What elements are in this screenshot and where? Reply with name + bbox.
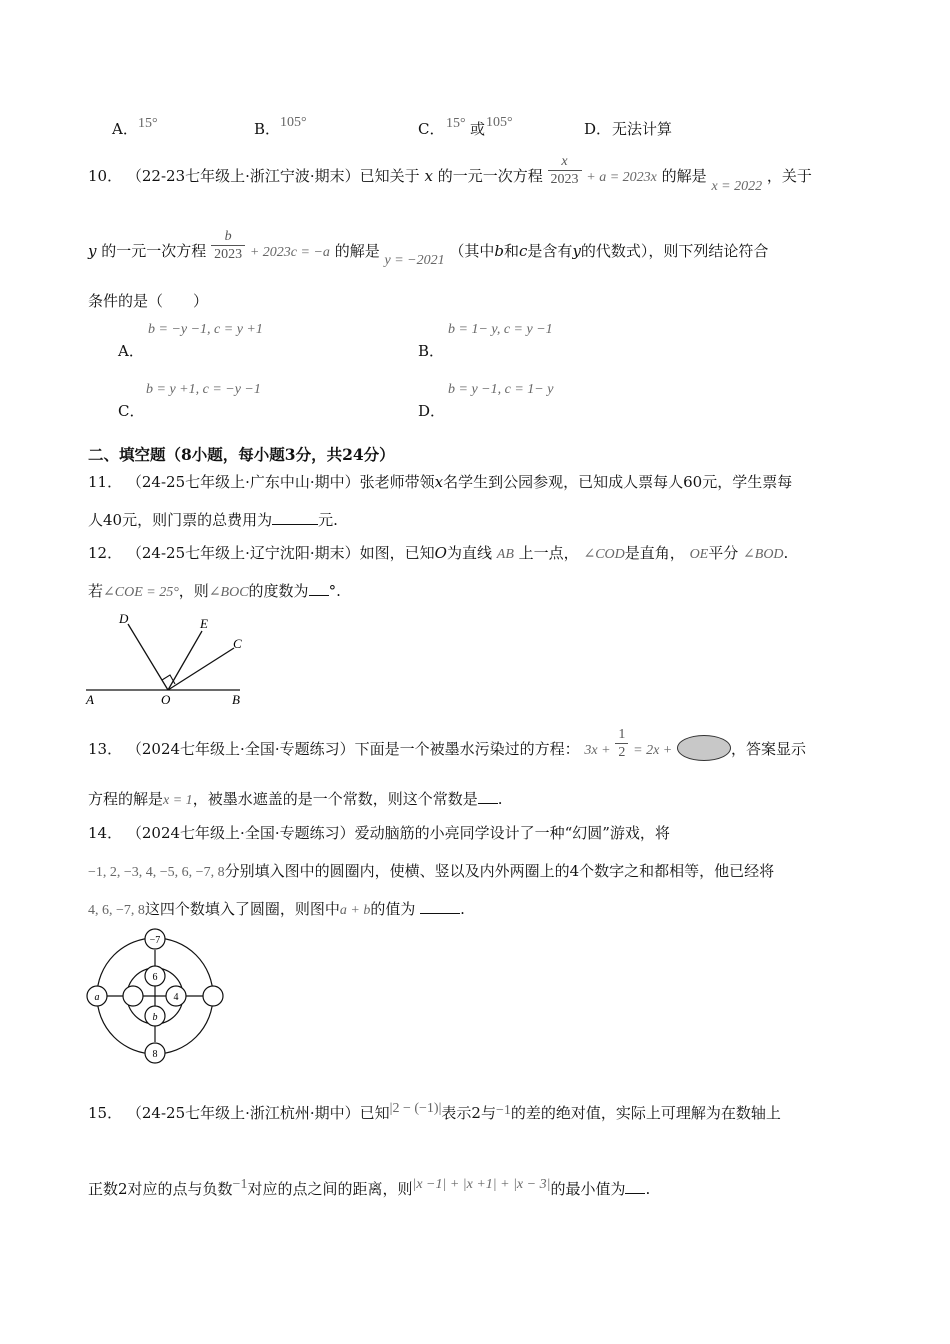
q10-text: 和 xyxy=(504,242,520,260)
q12-math: AB xyxy=(496,547,514,562)
q12-line1 xyxy=(88,542,788,563)
q9-option-d-label: D． xyxy=(584,120,612,138)
q11-number: 11． xyxy=(88,473,123,491)
q10-option-d-expr: b = y −1, c = 1− y xyxy=(448,382,554,397)
q14-line1 xyxy=(88,822,670,843)
frac-numerator: b xyxy=(211,228,245,246)
ink-blot xyxy=(677,735,731,761)
q13-equation: 3x + xyxy=(584,743,611,758)
q10-text: 的一元一次方程 xyxy=(437,167,543,185)
q14-text: . xyxy=(460,900,465,918)
q11-line1 xyxy=(88,471,792,492)
value-inner-top: 6 xyxy=(152,972,158,983)
q9-option-b-label: B． xyxy=(254,120,281,138)
q14-text: 爱动脑筋的小亮同学设计了一种“幻圆”游戏，将 xyxy=(354,824,670,842)
q14-text: 的值为 xyxy=(370,900,416,918)
q10-equation: + a = 2023x xyxy=(586,170,657,185)
q15-answer-blank[interactable] xyxy=(625,1179,645,1194)
q15-abs-expression: |2 − (−1)| xyxy=(389,1101,442,1116)
ray-od xyxy=(128,624,168,690)
q10-equation: + 2023c = −a xyxy=(249,245,330,260)
frac-numerator: 1 xyxy=(615,726,628,744)
q15-math: −1 xyxy=(495,1103,511,1118)
q10-line2 xyxy=(88,228,769,268)
q14-number: 14． xyxy=(88,824,123,842)
q10-solution-1: x = 2022 xyxy=(711,179,763,194)
frac-denominator: 2023 xyxy=(550,171,579,187)
q9-option-a-value: 15° xyxy=(138,116,158,131)
q14-line3 xyxy=(88,898,465,919)
q15-text: 正数2对应的点与负数 xyxy=(88,1180,233,1198)
q12-source: （24-25七年级上·辽宁沈阳·期末） xyxy=(126,544,360,562)
q12-answer-blank[interactable] xyxy=(309,581,329,596)
q14-source: （2024七年级上·全国·专题练习） xyxy=(126,824,355,842)
q9-option-c-value1: 15° xyxy=(446,116,466,131)
q13-line2 xyxy=(88,788,502,809)
circle-inner-left xyxy=(123,986,143,1006)
label-b: B xyxy=(232,692,240,707)
q10-fraction-1 xyxy=(548,153,582,188)
q13-fraction xyxy=(615,726,628,761)
label-o: O xyxy=(161,692,171,707)
q15-line1 xyxy=(88,1102,781,1123)
q10-source: （22-23七年级上·浙江宁波·期末） xyxy=(126,167,360,185)
q10-text: 是含有 xyxy=(527,242,573,260)
q12-text: 的度数为 xyxy=(248,582,309,600)
label-a: A xyxy=(86,692,94,707)
value-top: −7 xyxy=(149,935,161,946)
q12-line2 xyxy=(88,580,341,601)
q15-text: 表示2与 xyxy=(441,1104,496,1122)
q12-angle-figure xyxy=(82,608,252,708)
q14-magic-circle-figure xyxy=(84,926,234,1066)
q10-text: 的一元一次方程 xyxy=(101,242,207,260)
q10-var: x xyxy=(424,167,433,185)
label-d: D xyxy=(119,611,129,626)
q13-text: 下面是一个被墨水污染过的方程： xyxy=(354,740,580,758)
q13-text: ，答案显示 xyxy=(731,740,807,758)
q14-expression: a + b xyxy=(339,903,371,918)
q15-text: 对应的点之间的距离，则 xyxy=(247,1180,413,1198)
q12-text: ，则 xyxy=(178,582,209,600)
q13-source: （2024七年级上·全国·专题练习） xyxy=(126,740,355,758)
q9-option-b-value: 105° xyxy=(280,115,307,130)
q10-option-b-expr: b = 1− y, c = y −1 xyxy=(448,322,553,337)
section-title-fill-in: 二、填空题（8小题，每小题3分，共24分） xyxy=(88,445,395,464)
q12-text: 平分 xyxy=(708,544,739,562)
frac-denominator: 2023 xyxy=(214,246,243,262)
q14-text: 这四个数填入了圆圈，则图中 xyxy=(144,900,340,918)
q10-solution-2: y = −2021 xyxy=(384,253,445,268)
q10-option-c-expr: b = y +1, c = −y −1 xyxy=(146,382,261,397)
q12-math: ∠COD xyxy=(583,547,625,562)
q15-text: 的最小值为 xyxy=(550,1180,626,1198)
value-left: a xyxy=(94,992,100,1003)
q12-text: 上一点， xyxy=(518,544,579,562)
q15-text: 的差的绝对值，实际上可理解为在数轴上 xyxy=(510,1104,781,1122)
q9-option-c-label: C． xyxy=(418,120,445,138)
q13-answer-blank[interactable] xyxy=(478,789,498,804)
q10-text: 的解是 xyxy=(661,167,707,185)
q13-solution: x = 1 xyxy=(163,793,193,808)
q10-fraction-2 xyxy=(211,228,245,263)
frac-numerator: x xyxy=(548,153,582,171)
q10-text: 已知关于 xyxy=(359,167,420,185)
q10-var: c xyxy=(519,242,528,260)
q10-text: ，关于 xyxy=(766,167,812,185)
q12-math: ∠COE = 25° xyxy=(103,585,179,600)
frac-denominator: 2 xyxy=(618,744,626,760)
q15-math: −1 xyxy=(232,1177,248,1192)
q9-option-a-label: A． xyxy=(112,120,138,138)
q10-option-d-label: D． xyxy=(418,402,446,420)
q12-var: O xyxy=(434,544,447,562)
q14-numbers: −1, 2, −3, 4, −5, 6, −7, 8 xyxy=(88,865,225,880)
q15-text: . xyxy=(645,1180,651,1198)
q11-text: 元. xyxy=(318,511,338,529)
q9-option-d-text: 无法计算 xyxy=(612,120,673,138)
q10-number: 10． xyxy=(88,167,123,185)
q11-text: 人40元，则门票的总费用为 xyxy=(88,511,273,529)
q15-source: （24-25七年级上·浙江杭州·期中） xyxy=(126,1104,360,1122)
q10-text: 的代数式），则下列结论符合 xyxy=(580,242,769,260)
q11-text: 名学生到公园参观，已知成人票每人60元，学生票每 xyxy=(443,473,793,491)
q10-line3: 条件的是（ ） xyxy=(88,292,209,310)
q15-text: 已知 xyxy=(359,1104,390,1122)
q12-number: 12． xyxy=(88,544,123,562)
q10-var: y xyxy=(572,242,581,260)
q10-text: （其中 xyxy=(449,242,495,260)
value-inner-right: 4 xyxy=(173,992,179,1003)
q14-text: 分别填入图中的圆圈内，使横、竖以及内外两圈上的4个数字之和都相等，他已经将 xyxy=(224,862,775,880)
q15-line2 xyxy=(88,1178,650,1199)
q12-text: 若 xyxy=(88,582,104,600)
q9-option-c-or: 或 xyxy=(470,120,486,138)
q14-given: 4, 6, −7, 8 xyxy=(88,903,145,918)
q13-number: 13． xyxy=(88,740,123,758)
q10-option-c-label: C． xyxy=(118,402,145,420)
q13-line1 xyxy=(88,726,807,761)
label-e: E xyxy=(200,616,208,631)
q13-text: ，被墨水遮盖的是一个常数，则这个常数是 xyxy=(192,790,478,808)
q11-text: 张老师带领 xyxy=(359,473,435,491)
q12-text: °. xyxy=(328,582,341,600)
q12-math: ∠BOC xyxy=(208,585,249,600)
q12-text: 为直线 xyxy=(446,544,492,562)
q15-abs-sum: |x −1| + |x +1| + |x − 3| xyxy=(412,1177,551,1192)
q10-line1 xyxy=(88,153,812,194)
q9-option-c-value2: 105° xyxy=(486,115,513,130)
label-c: C xyxy=(233,636,242,651)
q10-text: 的解是 xyxy=(334,242,380,260)
q11-var: x xyxy=(434,473,444,491)
q12-text: 如图，已知 xyxy=(359,544,435,562)
q15-number: 15． xyxy=(88,1104,123,1122)
ray-oc xyxy=(168,648,234,690)
q14-answer-blank[interactable] xyxy=(420,899,460,914)
q14-line2 xyxy=(88,860,774,881)
q10-option-a-label: A． xyxy=(118,342,144,360)
q10-option-a-expr: b = −y −1, c = y +1 xyxy=(148,322,263,337)
q12-math: OE xyxy=(689,547,709,562)
q12-text: . xyxy=(783,544,789,562)
q13-text: 方程的解是 xyxy=(88,790,164,808)
q10-var: b xyxy=(494,242,504,260)
q12-math: ∠BOD xyxy=(743,547,784,562)
q13-text: . xyxy=(497,790,503,808)
circle-right xyxy=(203,986,223,1006)
q10-option-b-label: B． xyxy=(418,342,445,360)
q11-answer-blank[interactable] xyxy=(272,510,318,525)
q10-var: y xyxy=(88,242,97,260)
q13-equation: = 2x + xyxy=(633,743,673,758)
q12-text: 是直角， xyxy=(624,544,685,562)
q11-line2 xyxy=(88,509,338,530)
value-bottom: 8 xyxy=(152,1049,158,1060)
value-inner-bottom: b xyxy=(152,1012,158,1023)
q11-source: （24-25七年级上·广东中山·期中） xyxy=(126,473,360,491)
